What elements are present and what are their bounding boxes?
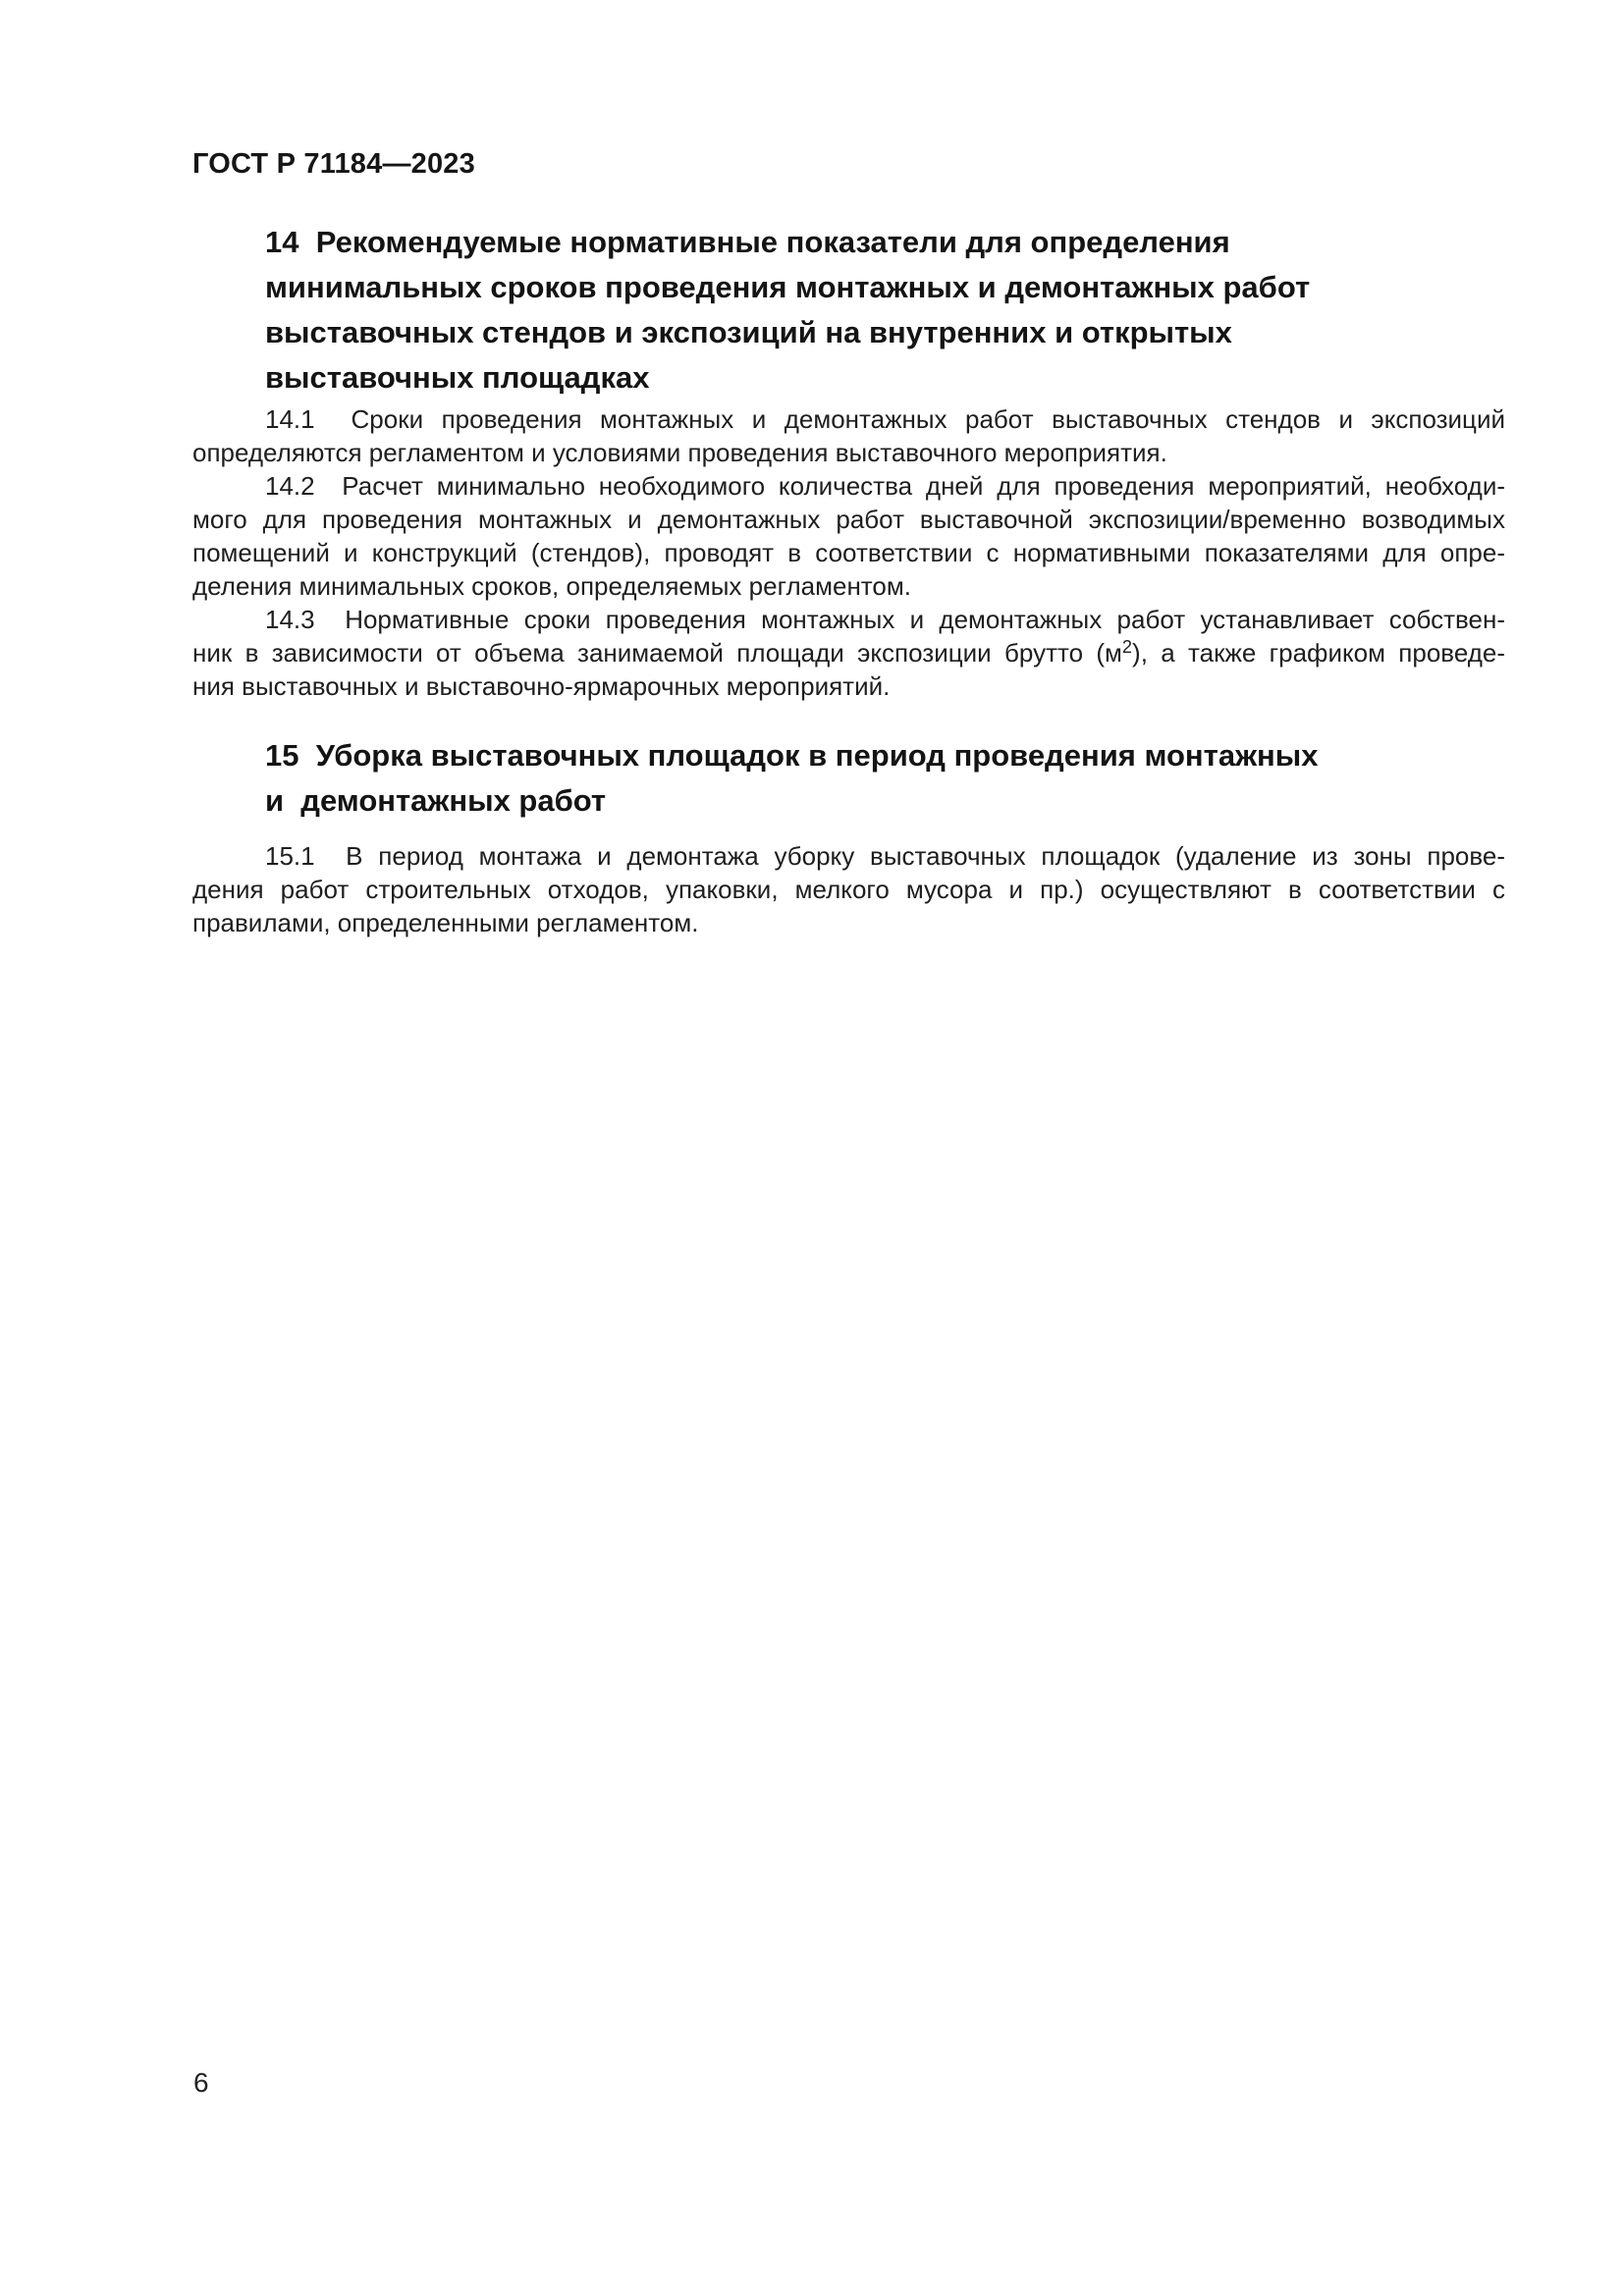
heading-line: 14 Рекомендуемые нормативные показатели для определения [265,225,1230,259]
body-line: 14.2 Расчет минимально необходимого количества дней для проведения мероприятий, необходи- [265,471,1505,501]
body-text: ), а также графиком проведе- [1132,638,1505,667]
section-14-heading [265,220,1505,400]
page-content [192,147,1505,939]
body-line: помещений и конструкций (стендов), проводят в соответствии с нормативными показателями для опре- [192,538,1505,567]
page-number: 6 [193,2067,209,2098]
heading-line: выставочных стендов и экспозиций на внутренних и открытых [265,315,1232,349]
paragraph-14-3 [192,603,1505,703]
body-line: ния выставочных и выставочно-ярмарочных мероприятий. [192,671,891,701]
section-15-body [192,839,1505,939]
body-line: деления минимальных сроков, определяемых регламентом. [192,571,911,601]
heading-line: и демонтажных работ [265,783,607,818]
paragraph-14-2 [192,469,1505,603]
doc-code-header: ГОСТ Р 71184—2023 [192,148,475,180]
body-line: определяются регламентом и условиями проведения выставочного мероприятия. [192,438,1167,467]
section-14-body [192,402,1505,703]
body-line: 14.3 Нормативные сроки проведения монтажных и демонтажных работ устанавливает собствен- [265,605,1505,634]
body-line: мого для проведения монтажных и демонтажных работ выставочной экспозиции/временно возводимых [192,505,1505,534]
body-line [192,636,1505,669]
body-line: правилами, определенными регламентом. [192,908,699,937]
paragraph-15-1 [192,839,1505,939]
section-15-heading [265,733,1505,824]
superscript-2: 2 [1121,636,1133,657]
heading-line: минимальных сроков проведения монтажных и демонтажных работ [265,270,1311,304]
body-line: 15.1 В период монтажа и демонтажа уборку выставочных площадок (удаление из зоны прове- [265,841,1505,871]
body-line: 14.1 Сроки проведения монтажных и демонтажных работ выставочных стендов и экспозиций [265,404,1505,434]
heading-line: 15 Уборка выставочных площадок в период проведения монтажных [265,738,1319,773]
heading-line: выставочных площадках [265,360,650,395]
paragraph-14-1 [192,402,1505,469]
body-text: ник в зависимости от объема занимаемой площади экспозиции брутто (м [192,638,1122,667]
body-line: дения работ строительных отходов, упаковки, мелкого мусора и пр.) осуществляют в соответствии с [192,875,1505,904]
